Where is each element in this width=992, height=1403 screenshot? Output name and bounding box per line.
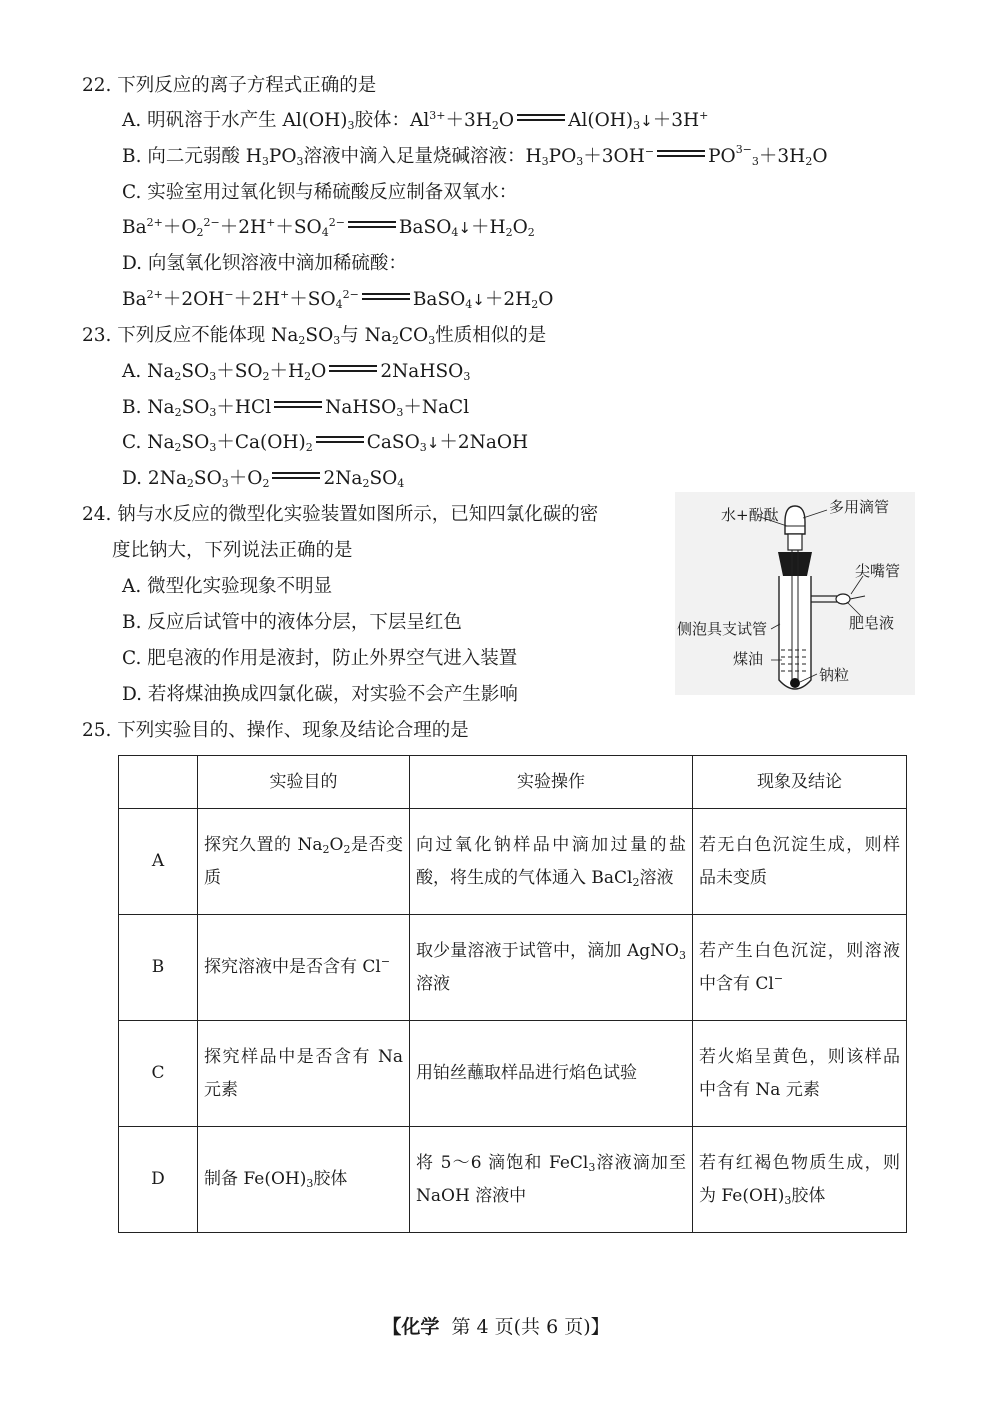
equals-sign bbox=[272, 471, 320, 481]
q24-stem-line1: 24. 钠与水反应的微型化实验装置如图所示，已知四氯化碳的密 bbox=[82, 504, 599, 525]
label-side-tube: 侧泡具支试管 bbox=[677, 620, 768, 638]
apparatus-diagram bbox=[675, 492, 915, 695]
q23-option-b: B. $Na_2SO_3+HCl$ NaHSO$_3$＋NaCl bbox=[122, 397, 470, 419]
cell-operation: 将 5～6 滴饱和 FeCl$_3$溶液滴加至 NaOH 溶液中 bbox=[410, 1127, 693, 1233]
cell-goal: 探究样品中是否含有 Na 元素 bbox=[198, 1021, 410, 1127]
footer-page-number: 第 4 页(共 6 页)】 bbox=[451, 1316, 610, 1338]
cell-goal: 探究溶液中是否含有 Cl− bbox=[198, 915, 410, 1021]
label-water-phenolphthalein: 水+酚酞 bbox=[721, 506, 779, 524]
q24-option-c: C. 肥皂液的作用是液封，防止外界空气进入装置 bbox=[122, 648, 518, 669]
label-dropper: 多用滴管 bbox=[829, 498, 890, 516]
q24-option-a: A. 微型化实验现象不明显 bbox=[122, 576, 333, 597]
cell-result: 若产生白色沉淀，则溶液中含有 Cl− bbox=[693, 915, 907, 1021]
row-key: B bbox=[119, 915, 198, 1021]
table-header: 实验操作 bbox=[410, 756, 693, 809]
label-sodium: 钠粒 bbox=[819, 666, 850, 684]
equals-sign bbox=[657, 149, 705, 159]
q23-option-a: A. $Na_2SO_3+SO_2+H_2O$ 2NaHSO$_3$ bbox=[122, 361, 471, 383]
q22-option-c-equation: $Ba^{2+}+O_2^{2-}+2H^++SO_4^{2-}$ $BaSO_4↓+H_2O_2$ bbox=[122, 216, 535, 239]
experiment-table bbox=[118, 755, 907, 1233]
cell-goal: 探究久置的 $Na_2O_2$是否变质 bbox=[198, 809, 410, 915]
cell-result: 若火焰呈黄色，则该样品中含有 Na 元素 bbox=[693, 1021, 907, 1127]
footer-subject: 【化学 bbox=[382, 1316, 440, 1338]
equals-sign bbox=[362, 292, 410, 302]
q23-option-c: C. $Na_2SO_3+Ca(OH)_2$ CaSO$_3$↓＋2NaOH bbox=[122, 432, 529, 454]
q23-option-d: D. $2Na_2SO_3+O_2$ $2Na_2SO_4$ bbox=[122, 468, 405, 490]
row-key: C bbox=[119, 1021, 198, 1127]
table-header: 现象及结论 bbox=[693, 756, 907, 809]
table-row bbox=[119, 915, 907, 1021]
label-nozzle: 尖嘴管 bbox=[855, 562, 901, 580]
q24-option-b: B. 反应后试管中的液体分层，下层呈红色 bbox=[122, 612, 462, 633]
cell-operation: 用铂丝蘸取样品进行焰色试验 bbox=[410, 1021, 693, 1127]
equals-sign bbox=[329, 364, 377, 374]
table-row bbox=[119, 1127, 907, 1233]
table-header-row bbox=[119, 756, 907, 809]
equals-sign bbox=[274, 400, 322, 410]
table-row bbox=[119, 809, 907, 915]
equals-sign bbox=[316, 435, 364, 445]
q22-option-d-equation: $Ba^{2+}+2OH^-+2H^++SO_4^{2-}$ $BaSO_4↓+2H_2O$ bbox=[122, 288, 554, 311]
q25-stem: 25. 下列实验目的、操作、现象及结论合理的是 bbox=[82, 720, 469, 741]
label-soap: 肥皂液 bbox=[849, 614, 895, 632]
q22-option-b: B. 向二元弱酸 $H_3PO_3$溶液中滴入足量烧碱溶液：$H_3PO_3+3OH^-$ $PO_{3-3}+3H_2O$ bbox=[122, 143, 828, 168]
page-footer bbox=[0, 1312, 992, 1339]
q24-option-d: D. 若将煤油换成四氯化碳，对实验不会产生影响 bbox=[122, 684, 518, 705]
apparatus-figure bbox=[675, 492, 915, 695]
equals-sign bbox=[517, 113, 565, 123]
cell-result: 若有红褐色物质生成，则为 $Fe(OH)_3$胶体 bbox=[693, 1127, 907, 1233]
q22-option-d: D. 向氢氧化钡溶液中滴加稀硫酸： bbox=[122, 253, 407, 274]
q24-stem-line2: 度比钠大，下列说法正确的是 bbox=[112, 540, 353, 561]
table-row bbox=[119, 1021, 907, 1127]
label-kerosene: 煤油 bbox=[733, 650, 764, 668]
cell-operation: 向过氧化钠样品中滴加过量的盐酸，将生成的气体通入 BaCl$_2$溶液 bbox=[410, 809, 693, 915]
cell-result: 若无白色沉淀生成，则样品未变质 bbox=[693, 809, 907, 915]
table-header-blank bbox=[119, 756, 198, 809]
precipitate-arrow: ↓ bbox=[640, 112, 653, 130]
q22-option-c: C. 实验室用过氧化钡与稀硫酸反应制备双氧水： bbox=[122, 182, 518, 203]
q23-stem: 23. 下列反应不能体现 $Na_2SO_3$与 $Na_2CO_3$性质相似的是 bbox=[82, 325, 547, 347]
q22-option-a: A. 明矾溶于水产生 $Al(OH)_3$胶体：$Al^{3+}+3H_2O$ $Al(OH)_3↓+3H^+$ bbox=[122, 109, 709, 132]
table-header: 实验目的 bbox=[198, 756, 410, 809]
row-key: D bbox=[119, 1127, 198, 1233]
cell-goal: 制备 $Fe(OH)_3$胶体 bbox=[198, 1127, 410, 1233]
cell-operation: 取少量溶液于试管中，滴加 AgNO$_3$溶液 bbox=[410, 915, 693, 1021]
row-key: A bbox=[119, 809, 198, 915]
q22-stem: 22. 下列反应的离子方程式正确的是 bbox=[82, 75, 377, 96]
equals-sign bbox=[348, 220, 396, 230]
